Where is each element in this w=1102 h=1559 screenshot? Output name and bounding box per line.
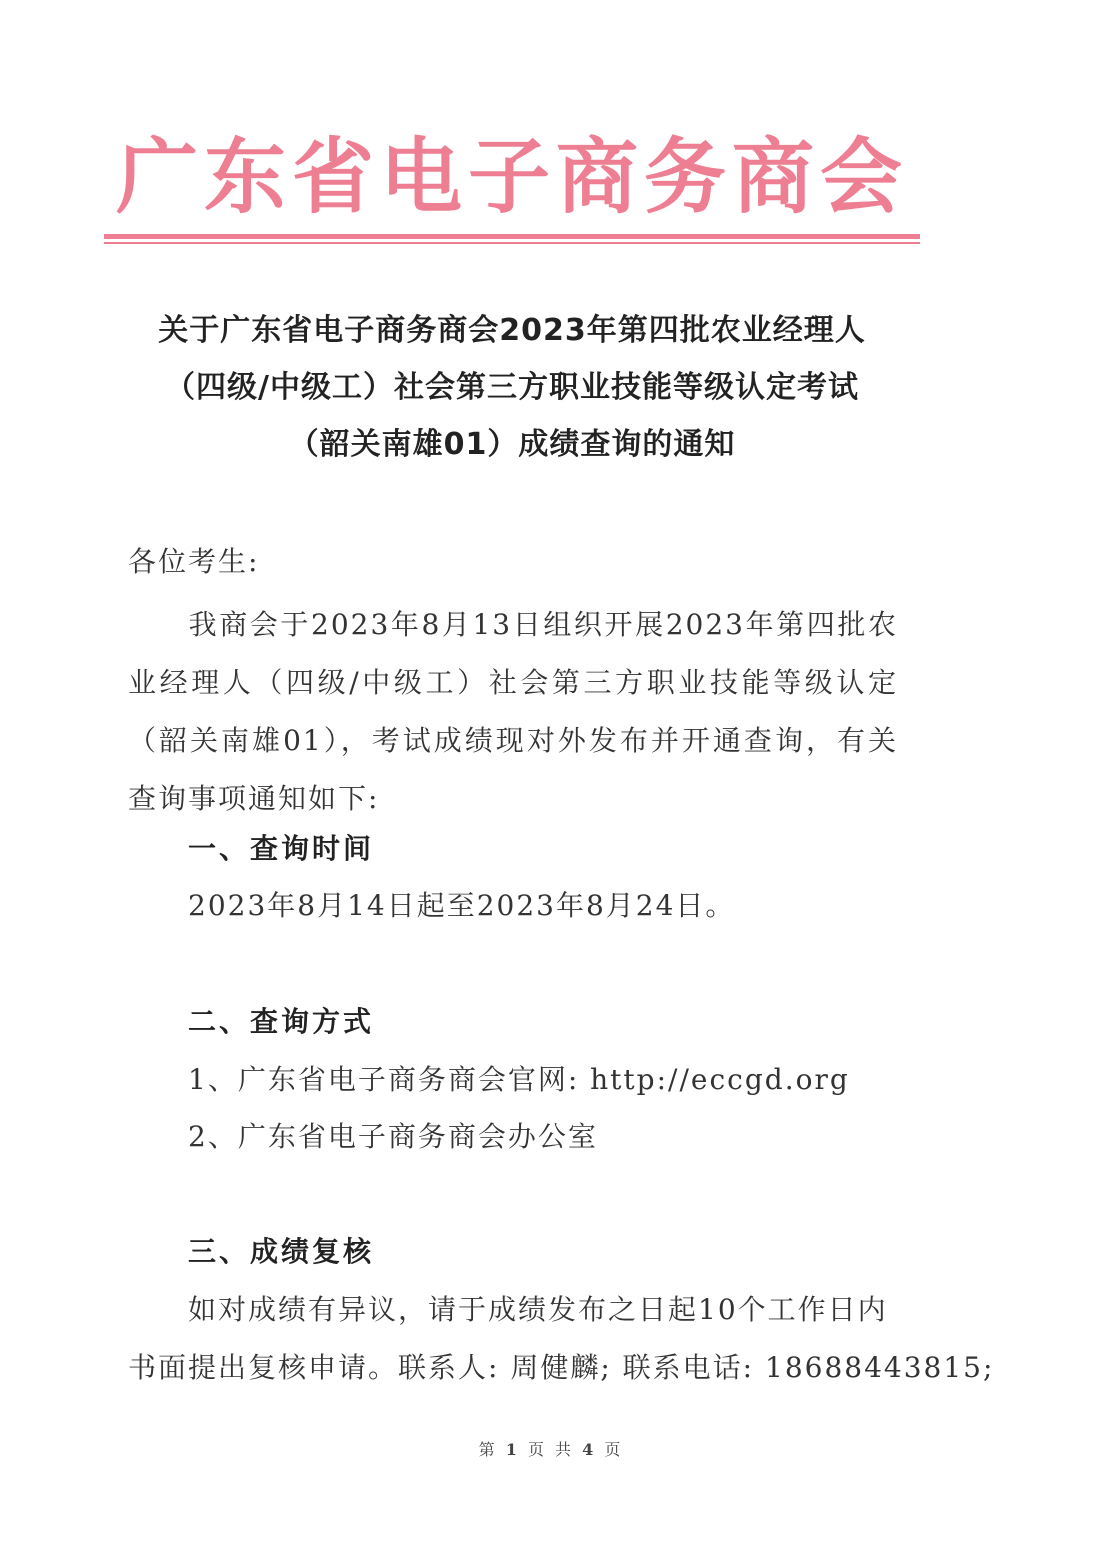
section-1-text: 2023年8月14日起至2023年8月24日。: [188, 889, 736, 922]
footer-total-pages: 4: [582, 1440, 597, 1459]
section-3-heading: 三、成绩复核: [188, 1235, 375, 1268]
intro-paragraph: [128, 596, 898, 828]
section-2-heading: 二、查询方式: [188, 1005, 375, 1038]
notice-title-line-3: （韶关南雄01）成绩查询的通知: [288, 427, 736, 462]
section-2-item-1: 1、广东省电子商务商会官网: http://eccgd.org: [188, 1063, 850, 1096]
footer-current-page: 1: [505, 1440, 520, 1459]
footer-middle: 页 共: [527, 1440, 575, 1459]
section-3-text-line-2: 书面提出复核申请。联系人: 周健麟; 联系电话: 18688443815;: [128, 1351, 995, 1384]
notice-title: [110, 302, 914, 473]
intro-text: 我商会于2023年8月13日组织开展2023年第四批农业经理人（四级/中级工）社会第三方职业技能等级认定（韶关南雄01），考试成绩现对外发布并开通查询，有关查询事项通知如下:: [128, 608, 898, 815]
footer-suffix: 页: [604, 1440, 624, 1459]
footer-prefix: 第: [478, 1440, 498, 1459]
notice-title-line-1: 关于广东省电子商务商会2023年第四批农业经理人: [158, 313, 866, 348]
letterhead-rule-thick: [104, 234, 920, 239]
letterhead-title: 广东省电子商务商会: [115, 130, 908, 225]
section-1-heading: 一、查询时间: [188, 832, 375, 865]
page-footer: [0, 1437, 1102, 1460]
salutation: 各位考生:: [128, 545, 260, 578]
section-2-item-2: 2、广东省电子商务商会办公室: [188, 1120, 598, 1153]
letterhead-rule-thin: [104, 242, 920, 244]
notice-title-line-2: （四级/中级工）社会第三方职业技能等级认定考试: [165, 370, 859, 405]
section-3-text-line-1: 如对成绩有异议，请于成绩发布之日起10个工作日内: [188, 1293, 888, 1326]
